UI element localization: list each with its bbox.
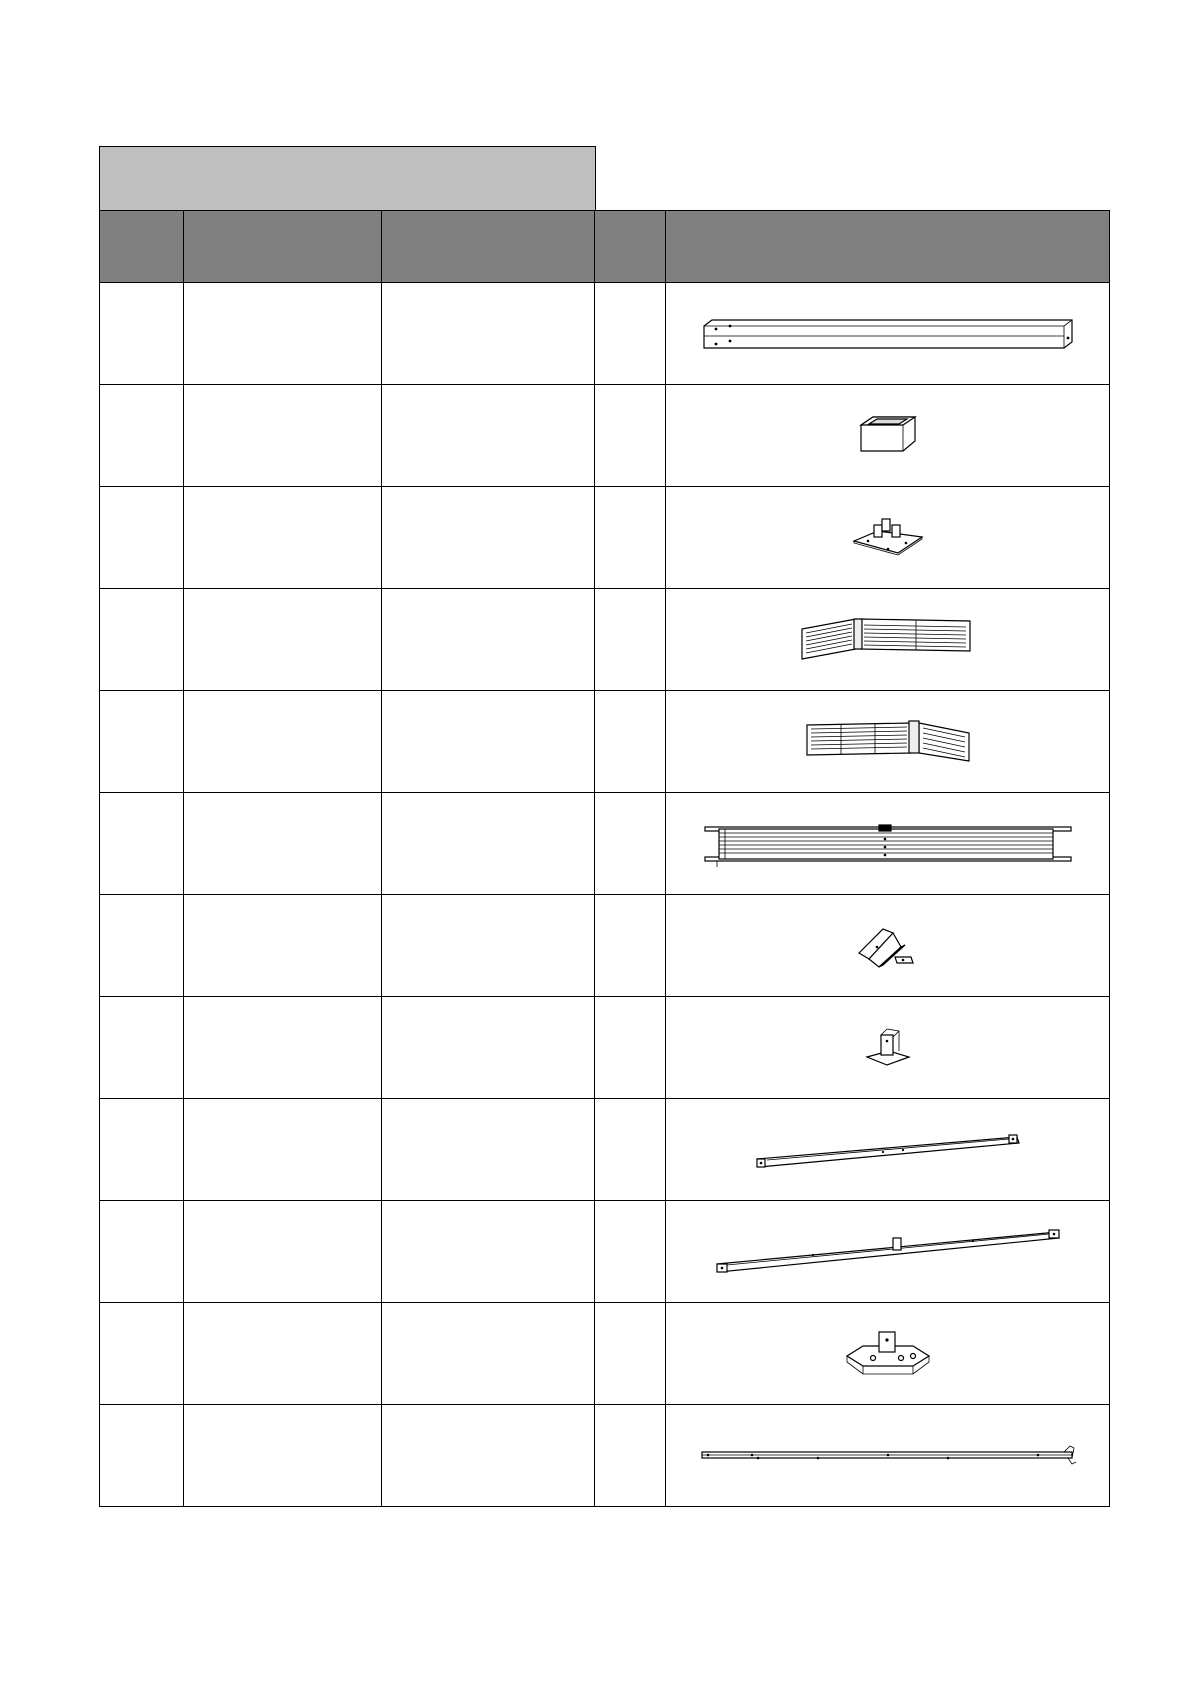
cell-qty (595, 385, 666, 487)
cell-image (666, 589, 1110, 691)
cell-qty (595, 1099, 666, 1201)
cell-qty (595, 1303, 666, 1405)
cell-spec (382, 1303, 595, 1405)
cell-spec (382, 1405, 595, 1507)
cell-name (184, 385, 382, 487)
small-mount-bracket-icon (863, 1025, 913, 1070)
corner-panel-left-icon (798, 615, 978, 665)
cell-spec (382, 283, 595, 385)
cell-spec (382, 895, 595, 997)
cell-spec (382, 793, 595, 895)
cell-qty (595, 1201, 666, 1303)
table-row (100, 385, 1110, 487)
cell-name (184, 895, 382, 997)
cell-spec (382, 997, 595, 1099)
cell-name (184, 1405, 382, 1507)
long-square-tube-icon (698, 314, 1078, 354)
cell-no (100, 589, 184, 691)
cell-spec (382, 691, 595, 793)
header-no (100, 211, 184, 283)
cell-qty (595, 691, 666, 793)
corner-panel-right-icon (803, 717, 973, 767)
cell-qty (595, 589, 666, 691)
cell-qty (595, 997, 666, 1099)
cell-no (100, 1201, 184, 1303)
cell-name (184, 1201, 382, 1303)
header-name (184, 211, 382, 283)
cell-image (666, 283, 1110, 385)
cell-spec (382, 589, 595, 691)
cell-no (100, 691, 184, 793)
parts-table (99, 210, 1110, 1507)
cell-name (184, 691, 382, 793)
cell-spec (382, 1201, 595, 1303)
table-row (100, 1099, 1110, 1201)
cell-no (100, 487, 184, 589)
cell-spec (382, 487, 595, 589)
cell-image (666, 895, 1110, 997)
table-row (100, 691, 1110, 793)
table-row (100, 1303, 1110, 1405)
cell-image (666, 1099, 1110, 1201)
cell-qty (595, 283, 666, 385)
cell-no (100, 283, 184, 385)
table-row (100, 895, 1110, 997)
cell-name (184, 793, 382, 895)
cell-no (100, 1099, 184, 1201)
cell-no (100, 793, 184, 895)
cell-spec (382, 385, 595, 487)
cell-no (100, 385, 184, 487)
cell-image (666, 385, 1110, 487)
long-rail-icon (753, 1125, 1023, 1175)
cell-name (184, 487, 382, 589)
connector-block-icon (843, 1326, 933, 1381)
header-image (666, 211, 1110, 283)
cell-name (184, 1099, 382, 1201)
table-row (100, 283, 1110, 385)
cell-no (100, 997, 184, 1099)
table-row (100, 589, 1110, 691)
table-title-band (99, 146, 596, 210)
cell-no (100, 1303, 184, 1405)
cell-image (666, 1405, 1110, 1507)
table-row (100, 1405, 1110, 1507)
cell-image (666, 997, 1110, 1099)
cell-name (184, 589, 382, 691)
square-sleeve-icon (853, 413, 923, 458)
header-spec (382, 211, 595, 283)
slatted-panel-icon (703, 819, 1073, 869)
cell-qty (595, 1405, 666, 1507)
cell-image (666, 691, 1110, 793)
header-qty (595, 211, 666, 283)
cell-no (100, 1405, 184, 1507)
cell-spec (382, 1099, 595, 1201)
cell-qty (595, 487, 666, 589)
cell-qty (595, 895, 666, 997)
base-plate-bracket-icon (848, 515, 928, 560)
table-row (100, 997, 1110, 1099)
cell-name (184, 283, 382, 385)
table-row (100, 793, 1110, 895)
cell-image (666, 793, 1110, 895)
flat-angle-bar-icon (698, 1436, 1078, 1476)
cell-name (184, 997, 382, 1099)
cell-image (666, 1201, 1110, 1303)
cell-qty (595, 793, 666, 895)
cell-no (100, 895, 184, 997)
header-row (100, 211, 1110, 283)
table-row (100, 1201, 1110, 1303)
long-rail-with-tab-icon (713, 1224, 1063, 1279)
table-row (100, 487, 1110, 589)
u-channel-bracket-icon (853, 921, 923, 971)
cell-name (184, 1303, 382, 1405)
cell-image (666, 1303, 1110, 1405)
cell-image (666, 487, 1110, 589)
